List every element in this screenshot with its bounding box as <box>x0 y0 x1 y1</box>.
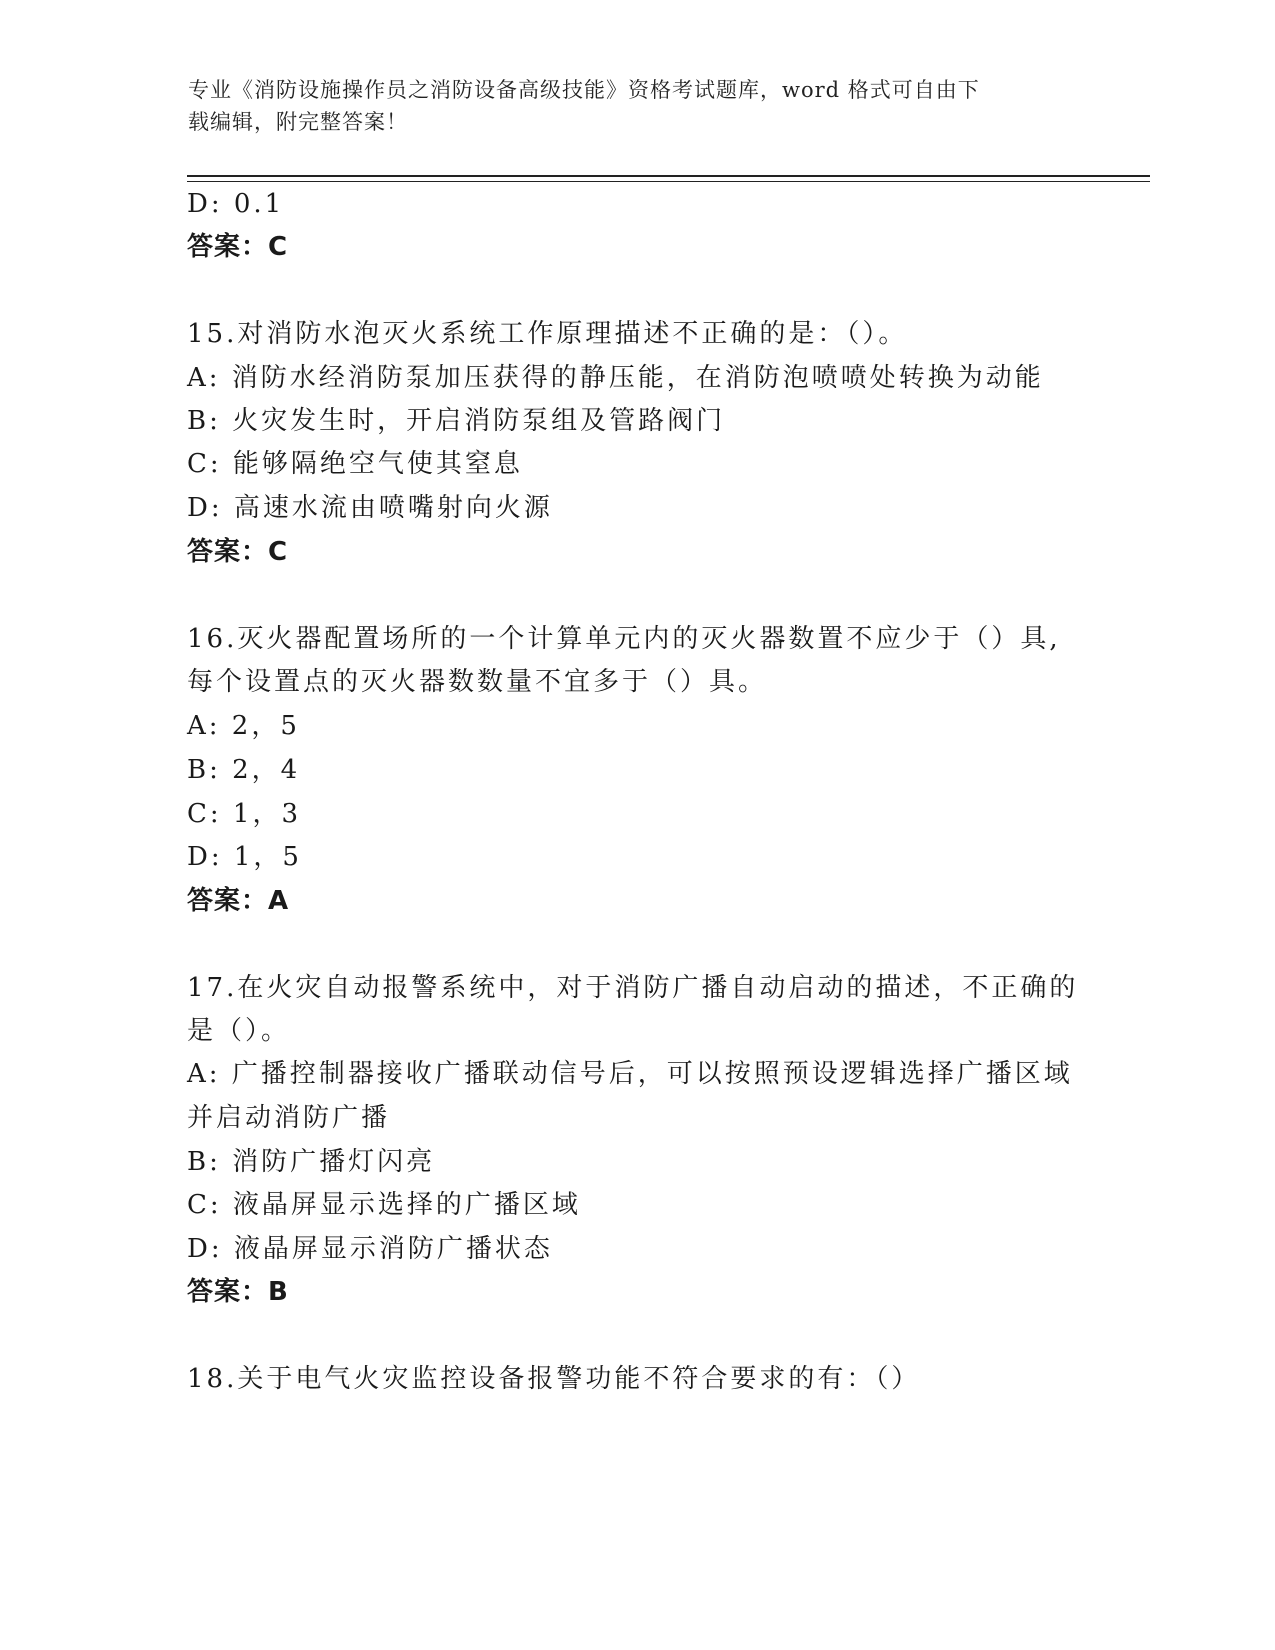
q15-option-c: C: 能够隔绝空气使其窒息 <box>187 449 523 479</box>
header-line-1: 专业《消防设施操作员之消防设备高级技能》资格考试题库，word 格式可自由下 <box>188 78 980 102</box>
q17-answer: 答案：B <box>187 1277 289 1307</box>
prev-answer: 答案：C <box>187 232 289 262</box>
q16-question-line-1: 16.灭火器配置场所的一个计算单元内的灭火器数置不应少于（）具, <box>187 624 1061 654</box>
q15-question: 15.对消防水泡灭火系统工作原理描述不正确的是：（）。 <box>187 319 908 349</box>
q16-option-b: B: 2，4 <box>187 755 301 785</box>
q17-option-d: D: 液晶屏显示消防广播状态 <box>187 1234 553 1264</box>
q17-option-c: C: 液晶屏显示选择的广播区域 <box>187 1190 581 1220</box>
q15-answer: 答案：C <box>187 537 289 567</box>
prev-option-d: D: 0.1 <box>187 189 285 219</box>
q17-option-a-line-2: 并启动消防广播 <box>187 1103 391 1133</box>
header-divider-thick <box>187 175 1150 177</box>
q15-option-d: D: 高速水流由喷嘴射向火源 <box>187 493 553 523</box>
q17-question-line-2: 是（）。 <box>187 1016 291 1046</box>
header-divider-thin <box>187 181 1150 182</box>
q18-question: 18.关于电气火灾监控设备报警功能不符合要求的有：（） <box>187 1364 921 1394</box>
q15-option-a: A: 消防水经消防泵加压获得的静压能，在消防泡喷喷处转换为动能 <box>187 363 1044 393</box>
document-header <box>188 74 1078 138</box>
q16-answer: 答案：A <box>187 886 290 916</box>
q15-option-b: B: 火灾发生时，开启消防泵组及管路阀门 <box>187 406 726 436</box>
q17-question-line-1: 17.在火灾自动报警系统中，对于消防广播自动启动的描述，不正确的 <box>187 973 1079 1003</box>
q17-option-a-line-1: A: 广播控制器接收广播联动信号后，可以按照预设逻辑选择广播区域 <box>187 1059 1073 1089</box>
header-line-2: 载编辑，附完整答案！ <box>188 110 408 134</box>
q16-option-a: A: 2，5 <box>187 711 300 741</box>
q17-option-b: B: 消防广播灯闪亮 <box>187 1147 436 1177</box>
q16-option-d: D: 1，5 <box>187 842 302 872</box>
q16-option-c: C: 1，3 <box>187 799 302 829</box>
q16-question-line-2: 每个设置点的灭火器数数量不宜多于（）具。 <box>187 667 768 697</box>
